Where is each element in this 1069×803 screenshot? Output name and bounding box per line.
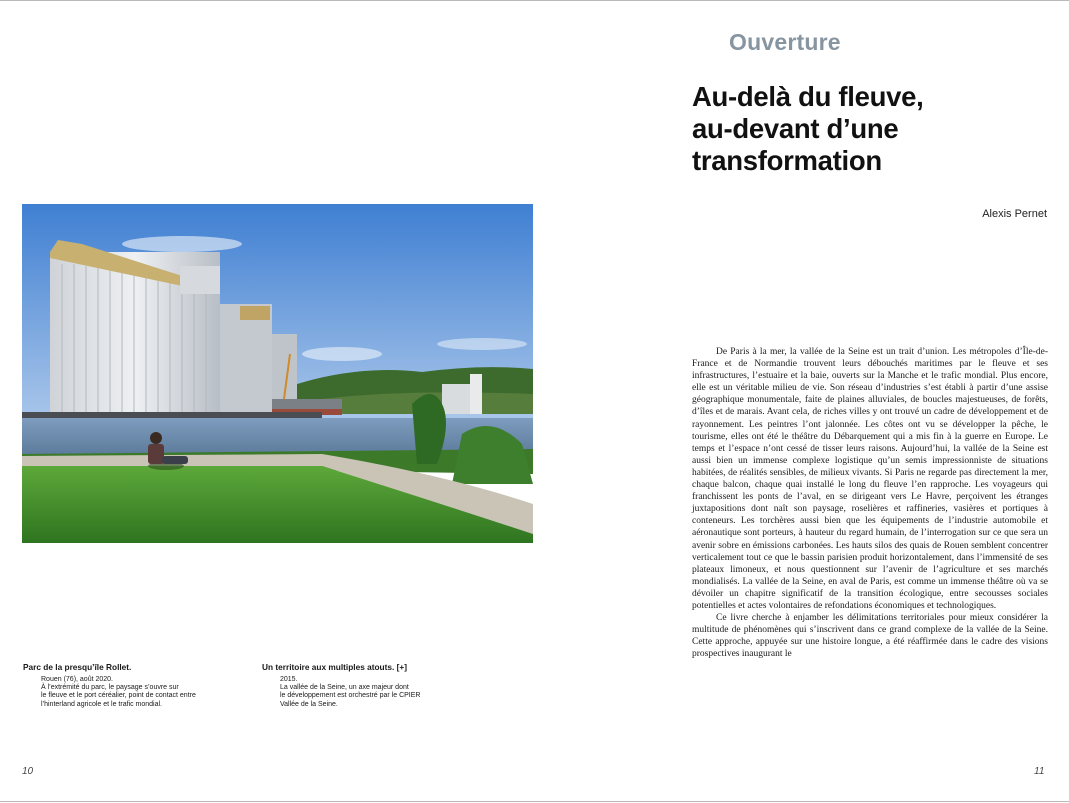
headline-line: transformation (692, 145, 882, 176)
territory-caption (262, 662, 482, 709)
caption-body-line: l’hinterland agricole et le trafic mondial. (41, 700, 163, 708)
caption-body-line: le fleuve et le port céréalier, point de contact entre (41, 692, 196, 700)
section-kicker: Ouverture (729, 29, 841, 55)
caption-body-line: À l’extrémité du parc, le paysage s’ouvre sur (41, 684, 179, 691)
top-rule (0, 0, 1069, 1)
bottom-rule (0, 801, 1069, 802)
body-paragraph: Ce livre cherche à enjamber les délimitations territoriales pour mieux considérer la multitude de phénomènes qui s’inscrivent dans ce grand complexe de la vallée de la Seine. Cette approche, appuyée sur une histoire longue, a été réaffirmée dans le cadre des visions prospectives inaugurant le (692, 613, 1048, 660)
caption-title: Un territoire aux multiples atouts. [+] (262, 662, 407, 672)
headline-line: Au-delà du fleuve, (692, 81, 924, 112)
caption-meta: Rouen (76), août 2020. (41, 676, 113, 683)
body-paragraph: De Paris à la mer, la vallée de la Seine est un trait d’union. Les métropoles d’Île-de-France et de Normandie trouvent leurs débouchés maritimes par le fleuve et ses infrastructures, l’estuaire et la baie, ouverts sur la Manche et le trafic mondial. Plus encore, elle est un véritable milieu de vie. Son réseau d’industries s’est établi à partir d’une assise géographique monumentale, faite de plaines alluviales, de boucles majestueuses, de forêts, d’îles et de marais. Avant cela, de riches villes y ont trouvé un cadre de développement et de rayonnement. Les peintres l’ont jalonnée. Les côtes ont vu se développer la pêche, le tourisme, elles ont été le théâtre du Débarquement qui a mis fin à la guerre en Europe. Le temps et l’espace n’ont cessé de tisser leurs raisons. Aujourd’hui, la vallée de la Seine est aussi bien un immense complexe logistique qu’un semis impressionniste de situations habitées, de réalités sensibles, de milieux vivants. Si Paris ne regarde pas directement la mer, chaque balcon, chaque quai installé le long du fleuve l’en rapproche. Les voyageurs qui franchissent les ponts de l’aval, en se dirigeant vers Le Havre, perçoivent les étranges juxtapositions dont naît son paysage, roselières et raffineries, vasières et portiques à conteneurs. Les torchères aussi bien que les équipements de l’industrie automobile et aéronautique sont porteurs, à hauteur du regard humain, de l’interrogation sur ce que sera un avenir sobre en émissions carbonées. Les hauts silos des quais de Rouen semblent concentrer verticalement tout ce que le bassin parisien produit horizontalement, dans l’immensité de ses plateaux limoneux, et nous questionnent sur l’avenir de l’agriculture et ses marchés mondialisés. La vallée de la Seine, en aval de Paris, est comme un immense théâtre où va se dévoiler un chapitre significatif de la transition écologique, entre secousses sociales potentielles et actes volontaires de refondations économiques et technologiques. (692, 347, 1048, 611)
caption-body-line: Vallée de la Seine. (280, 700, 338, 708)
caption-body (280, 684, 482, 709)
caption-meta: 2015. (280, 676, 298, 683)
caption-body (41, 684, 253, 709)
page-number-left: 10 (22, 766, 34, 777)
caption-body-line: La vallée de la Seine, un axe majeur dont (280, 684, 409, 691)
headline-line: au-devant d’une (692, 113, 899, 144)
article-body (692, 346, 1048, 660)
photo-rouen-silos (22, 204, 533, 543)
author-name: Alexis Pernet (982, 208, 1047, 220)
page-number-right: 11 (1034, 766, 1045, 777)
article-headline (692, 81, 1052, 177)
caption-title: Parc de la presqu’île Rollet. (23, 662, 132, 672)
caption-body-line: le développement est orchestré par le CPIER (280, 692, 421, 700)
photo-caption (23, 662, 253, 709)
